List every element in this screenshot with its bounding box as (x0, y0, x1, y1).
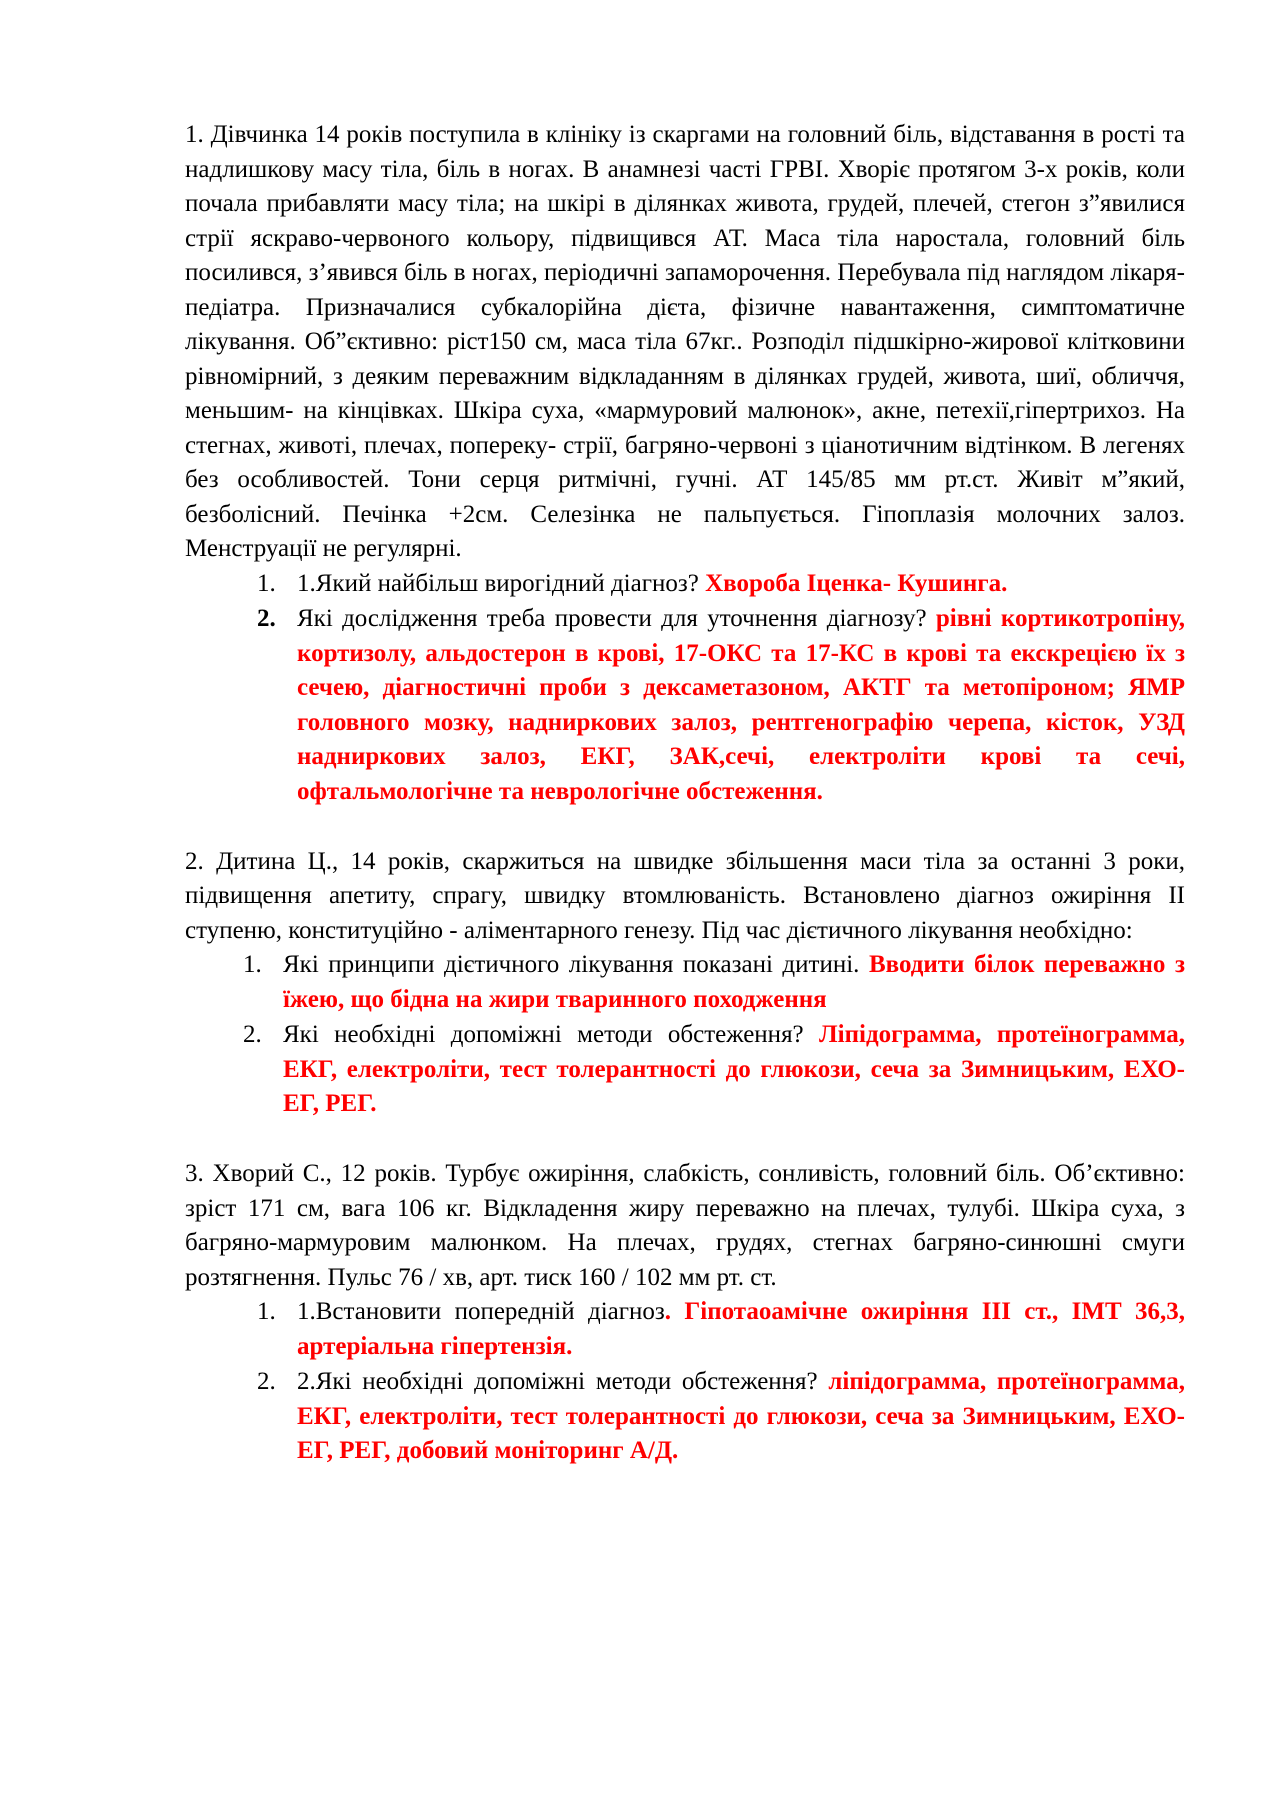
list-item (257, 1295, 1185, 1364)
answer-text: Вводити білок переважно з їжею, що бідна на жири тваринного походження (283, 951, 1185, 1013)
question-list (185, 567, 1185, 810)
answer-text: Хвороба Іценка- Кушинга. (705, 569, 1008, 597)
item-number: 1. (257, 569, 276, 597)
question-text: Які необхідні допоміжні методи обстеження? (283, 1021, 820, 1048)
answer-text: Ліпідограмма, протеїнограмма, ЕКГ, електроліти, тест толерантності до глюкози, сеча за Зимницьким, ЕХО-ЕГ, РЕГ. (283, 1021, 1185, 1117)
question-text: Які принципи дієтичного лікування показані дитині. (283, 951, 869, 978)
question-list (185, 948, 1185, 1122)
item-number: 2. (257, 1368, 276, 1395)
spacer (185, 1123, 1185, 1158)
case-description: 3. Хворий С., 12 років. Турбує ожиріння, слабкість, сонливість, головний біль. Об’єктивно: зріст 171 см, вага 106 кг. Відкладення жиру переважно на плечах, тулубі. Шкіра суха, з багряно-мармуровим малюнком. На плечах, грудях, стегнах багряно-синюшні смуги розтягнення. Пульс 76 / хв, арт. тиск 160 / 102 мм рт. ст. (185, 1160, 1185, 1291)
case-1 (185, 118, 1185, 809)
list-item (257, 1365, 1185, 1469)
list-item (257, 602, 1185, 809)
item-number: 1. (243, 951, 262, 978)
list-item (257, 567, 1185, 602)
item-number: 1. (257, 1298, 276, 1325)
question-text: Які дослідження треба провести для уточнення діагнозу? (297, 605, 936, 632)
answer-text: рівні кортикотропіну, кортизолу, альдостерон в крові, 17-ОКС та 17-КС в крові та екскрецією їх з сечею, діагностичні проби з дексаметазоном, АКТГ та метопіроном; ЯМР головного мозку, надниркових залоз, рентгенографію черепа, кісток, УЗД надниркових залоз, ЕКГ, ЗАК,сечі, електроліти крові та сечі, офтальмологічне та неврологічне обстеження. (297, 605, 1185, 805)
answer-text: . Гіпотаоамічне ожиріння ІІІ ст., ІМТ 36,3, артеріальна гіпертензія. (297, 1298, 1185, 1360)
answer-text: ліпідограмма, протеїнограмма, ЕКГ, електроліти, тест толерантності до глюкози, сеча за Зимницьким, ЕХО-ЕГ, РЕГ, добовий моніторинг А/Д. (297, 1368, 1185, 1464)
question-text: 1.Встановити попередній діагноз (297, 1298, 665, 1325)
question-text: 2.Які необхідні допоміжні методи обстеження? (297, 1368, 829, 1395)
item-number: 2. (257, 605, 276, 632)
case-description: 1. Дівчинка 14 років поступила в клініку із скаргами на головний біль, відставання в рості та надлишкову масу тіла, біль в ногах. В анамнезі часті ГРВІ. Хворіє протягом 3-х років, коли почала прибавляти масу тіла; на шкірі в ділянках живота, грудей, плечей, стегон з”явилися стрії яскраво-червоного кольору, підвищився АТ. Маса тіла наростала, головний біль посилився, з’явився біль в ногах, періодичні запаморочення. Перебувала під наглядом лікаря-педіатра. Призначалися субкалорійна дієта, фізичне навантаження, симптоматичне лікування. Об”єктивно: ріст150 см, маса тіла 67кг.. Розподіл підшкірно-жирової клітковини рівномірний, з деяким переважним відкладанням в ділянках грудей, живота, шиї, обличчя, меньшим- на кінцівках. Шкіра суха, «мармуровий малюнок», акне, петехії,гіпертрихоз. На стегнах, животі, плечах, попереку- стрії, багряно-червоні з ціанотичним відтінком. В легенях без особливостей. Тони серця ритмічні, гучні. АТ 145/85 мм рт.ст. Живіт м”який, безболісний. Печінка +2см. Селезінка не пальпується. Гіпоплазія молочних залоз. Менструації не регулярні. (185, 121, 1185, 562)
document-page (185, 118, 1185, 1470)
item-number: 2. (243, 1021, 262, 1048)
question-list (185, 1295, 1185, 1469)
spacer (185, 810, 1185, 845)
case-3 (185, 1157, 1185, 1469)
case-description: 2. Дитина Ц., 14 років, скаржиться на швидке збільшення маси тіла за останні 3 роки, підвищення апетиту, спрагу, швидку втомлюваність. Встановлено діагноз ожиріння ІІ ступеню, конституційно - аліментарного генезу. Під час дієтичного лікування необхідно: (185, 847, 1185, 944)
question-text: 1.Який найбільш вирогідний діагноз? (297, 569, 706, 597)
list-item (243, 1018, 1185, 1122)
list-item (243, 948, 1185, 1017)
case-2 (185, 845, 1185, 1122)
